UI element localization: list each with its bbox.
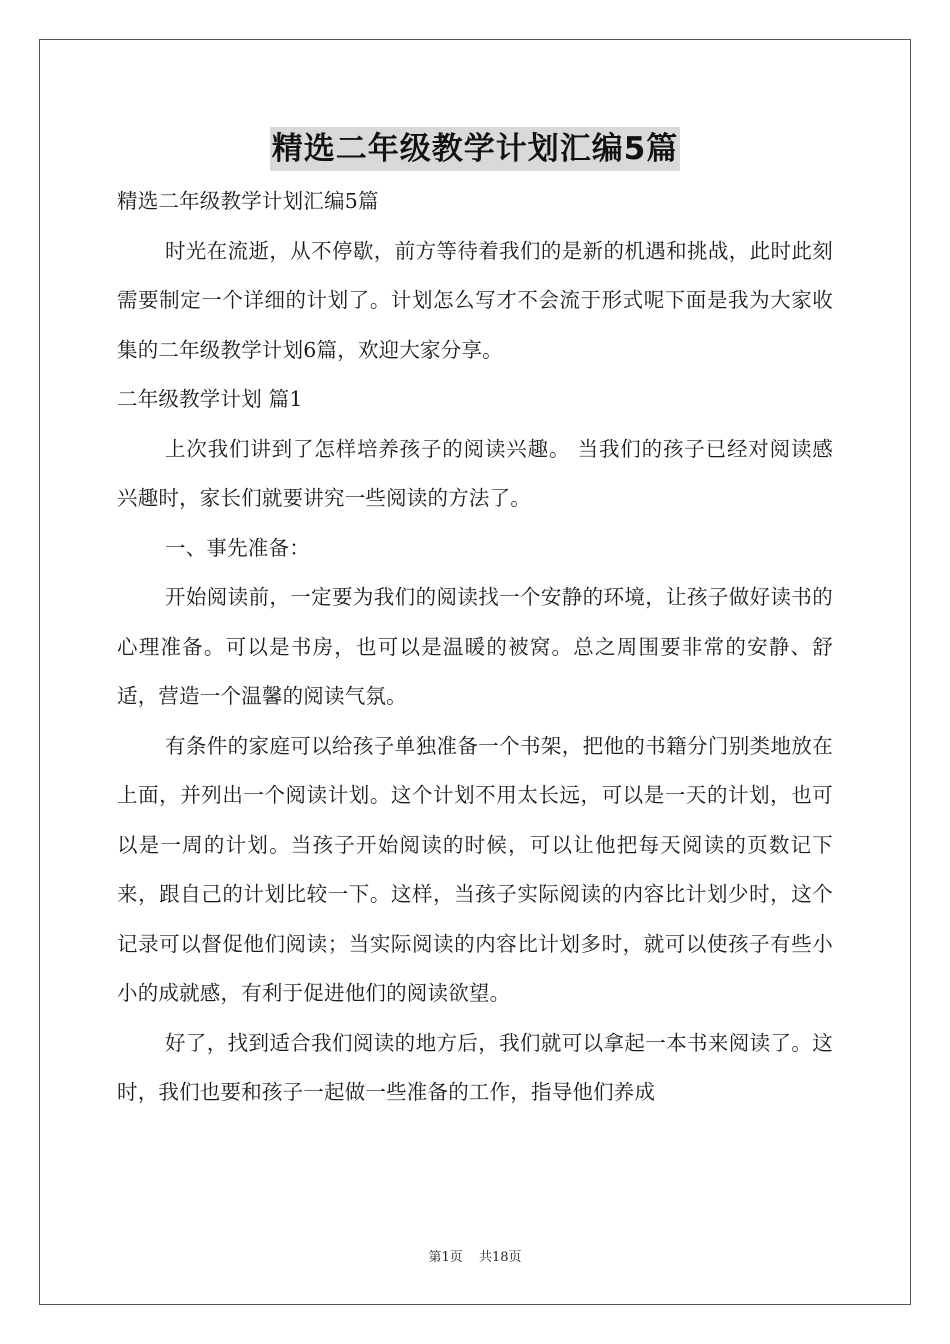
document-title: 精选二年级教学计划汇编5篇 <box>270 127 681 171</box>
title-container <box>0 127 950 171</box>
body-paragraph: 有条件的家庭可以给孩子单独准备一个书架，把他的书籍分门别类地放在上面，并列出一个阅读计划。这个计划不用太长远，可以是一天的计划，也可以是一周的计划。当孩子开始阅读的时候，可以让他把每天阅读的页数记下来，跟自己的计划比较一下。这样，当孩子实际阅读的内容比计划少时，这个记录可以督促他们阅读；当实际阅读的内容比计划多时，就可以使孩子有些小小的成就感，有利于促进他们的阅读欲望。 <box>117 733 833 1005</box>
body-paragraph: 上次我们讲到了怎样培养孩子的阅读兴趣。 当我们的孩子已经对阅读感兴趣时，家长们就要讲究一些阅读的方法了。 <box>117 436 833 510</box>
section-heading: 二年级教学计划 篇1 <box>117 387 303 411</box>
body-paragraph: 一、事先准备： <box>165 535 310 560</box>
document-subtitle: 精选二年级教学计划汇编5篇 <box>117 189 379 213</box>
document-body <box>117 177 833 1118</box>
body-paragraph: 开始阅读前，一定要为我们的阅读找一个安静的环境，让孩子做好读书的心理准备。可以是书房，也可以是温暖的被窝。总之周围要非常的安静、舒适，营造一个温馨的阅读气氛。 <box>117 585 833 708</box>
page-number: 第1页 <box>428 1250 463 1265</box>
page-total: 共18页 <box>478 1250 522 1265</box>
intro-paragraph: 时光在流逝，从不停歇，前方等待着我们的是新的机遇和挑战，此时此刻需要制定一个详细的计划了。计划怎么写才不会流于形式呢下面是我为大家收集的二年级教学计划6篇，欢迎大家分享。 <box>117 238 833 362</box>
page-footer <box>0 1246 950 1265</box>
body-paragraph: 好了，找到适合我们阅读的地方后，我们就可以拿起一本书来阅读了。这时，我们也要和孩子一起做一些准备的工作，指导他们养成 <box>117 1030 833 1104</box>
